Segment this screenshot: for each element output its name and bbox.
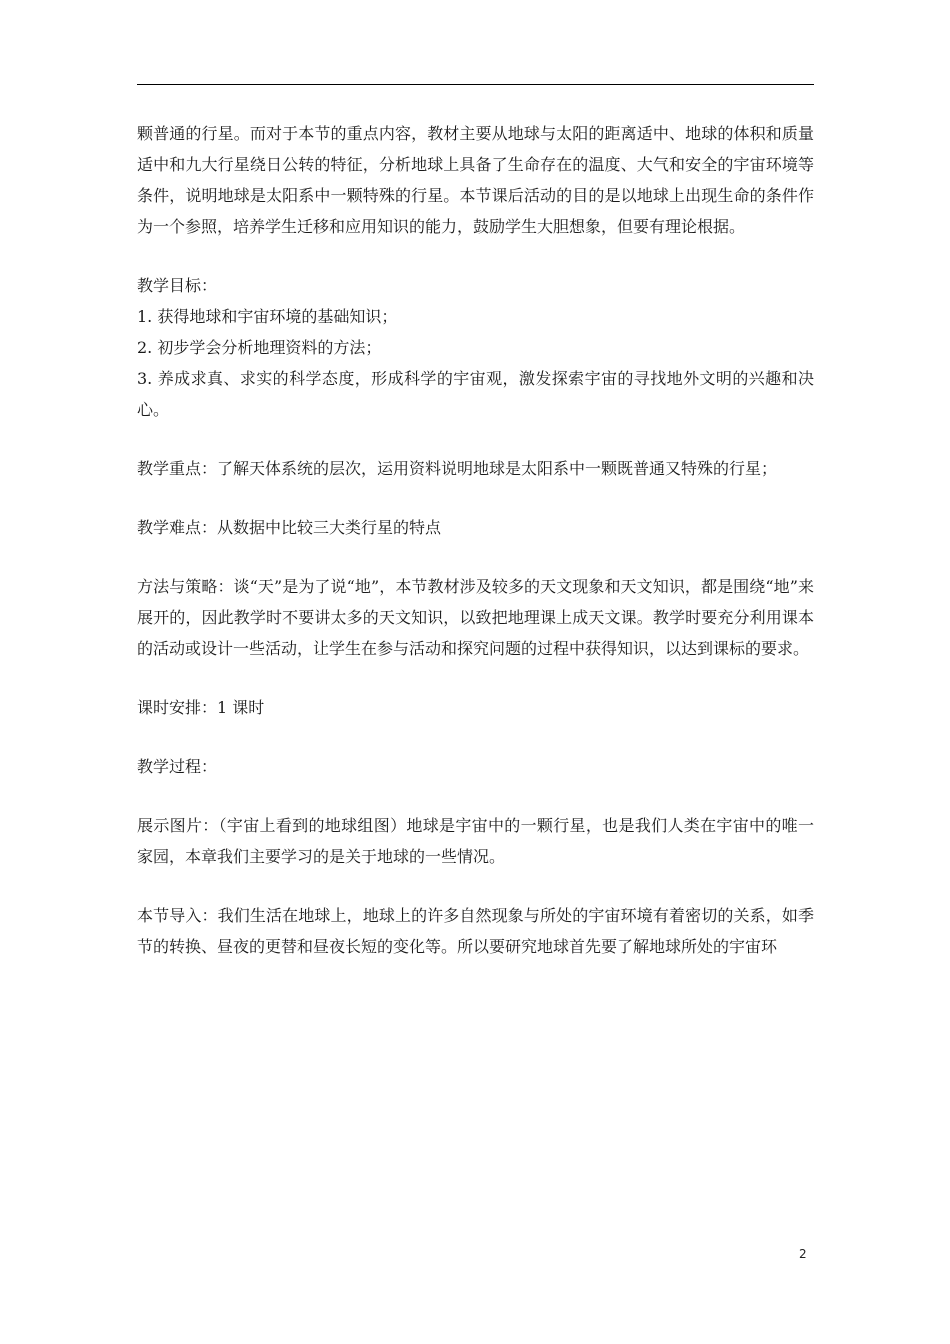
difficult-points: 教学难点：从数据中比较三大类行星的特点 [137, 518, 442, 537]
objectives-heading: 教学目标： [137, 276, 218, 295]
show-pictures: 展示图片：（宇宙上看到的地球组图）地球是宇宙中的一颗行星，也是我们人类在宇宙中的唯一家园，本章我们主要学习的是关于地球的一些情况。 [137, 816, 814, 866]
objective-item: 1. 获得地球和宇宙环境的基础知识； [137, 307, 398, 326]
header-rule [137, 84, 814, 85]
section-introduction: 本节导入：我们生活在地球上，地球上的许多自然现象与所处的宇宙环境有着密切的关系，如季节的转换、昼夜的更替和昼夜长短的变化等。所以要研究地球首先要了解地球所处的宇宙环 [137, 906, 814, 956]
key-points: 教学重点：了解天体系统的层次，运用资料说明地球是太阳系中一颗既普通又特殊的行星； [137, 459, 778, 478]
objective-item: 3. 养成求真、求实的科学态度，形成科学的宇宙观，激发探索宇宙的寻找地外文明的兴趣和决心。 [137, 369, 814, 419]
objective-item: 2. 初步学会分析地理资料的方法； [137, 338, 382, 357]
class-hours: 课时安排：1 课时 [137, 698, 265, 717]
teaching-process-heading: 教学过程： [137, 757, 218, 776]
page-number: 2 [799, 1247, 807, 1261]
methods-strategy: 方法与策略：谈“天”是为了说“地”，本节教材涉及较多的天文现象和天文知识，都是围绕“地”来展开的，因此教学时不要讲太多的天文知识，以致把地理课上成天文课。教学时要充分利用课本的活动或设计一些活动，让学生在参与活动和探究问题的过程中获得知识，以达到课标的要求。 [137, 577, 814, 658]
document-body [137, 118, 814, 962]
paragraph-overview: 颗普通的行星。而对于本节的重点内容，教材主要从地球与太阳的距离适中、地球的体积和质量适中和九大行星绕日公转的特征，分析地球上具备了生命存在的温度、大气和安全的宇宙环境等条件，说明地球是太阳系中一颗特殊的行星。本节课后活动的目的是以地球上出现生命的条件作为一个参照，培养学生迁移和应用知识的能力，鼓励学生大胆想象，但要有理论根据。 [137, 124, 814, 236]
